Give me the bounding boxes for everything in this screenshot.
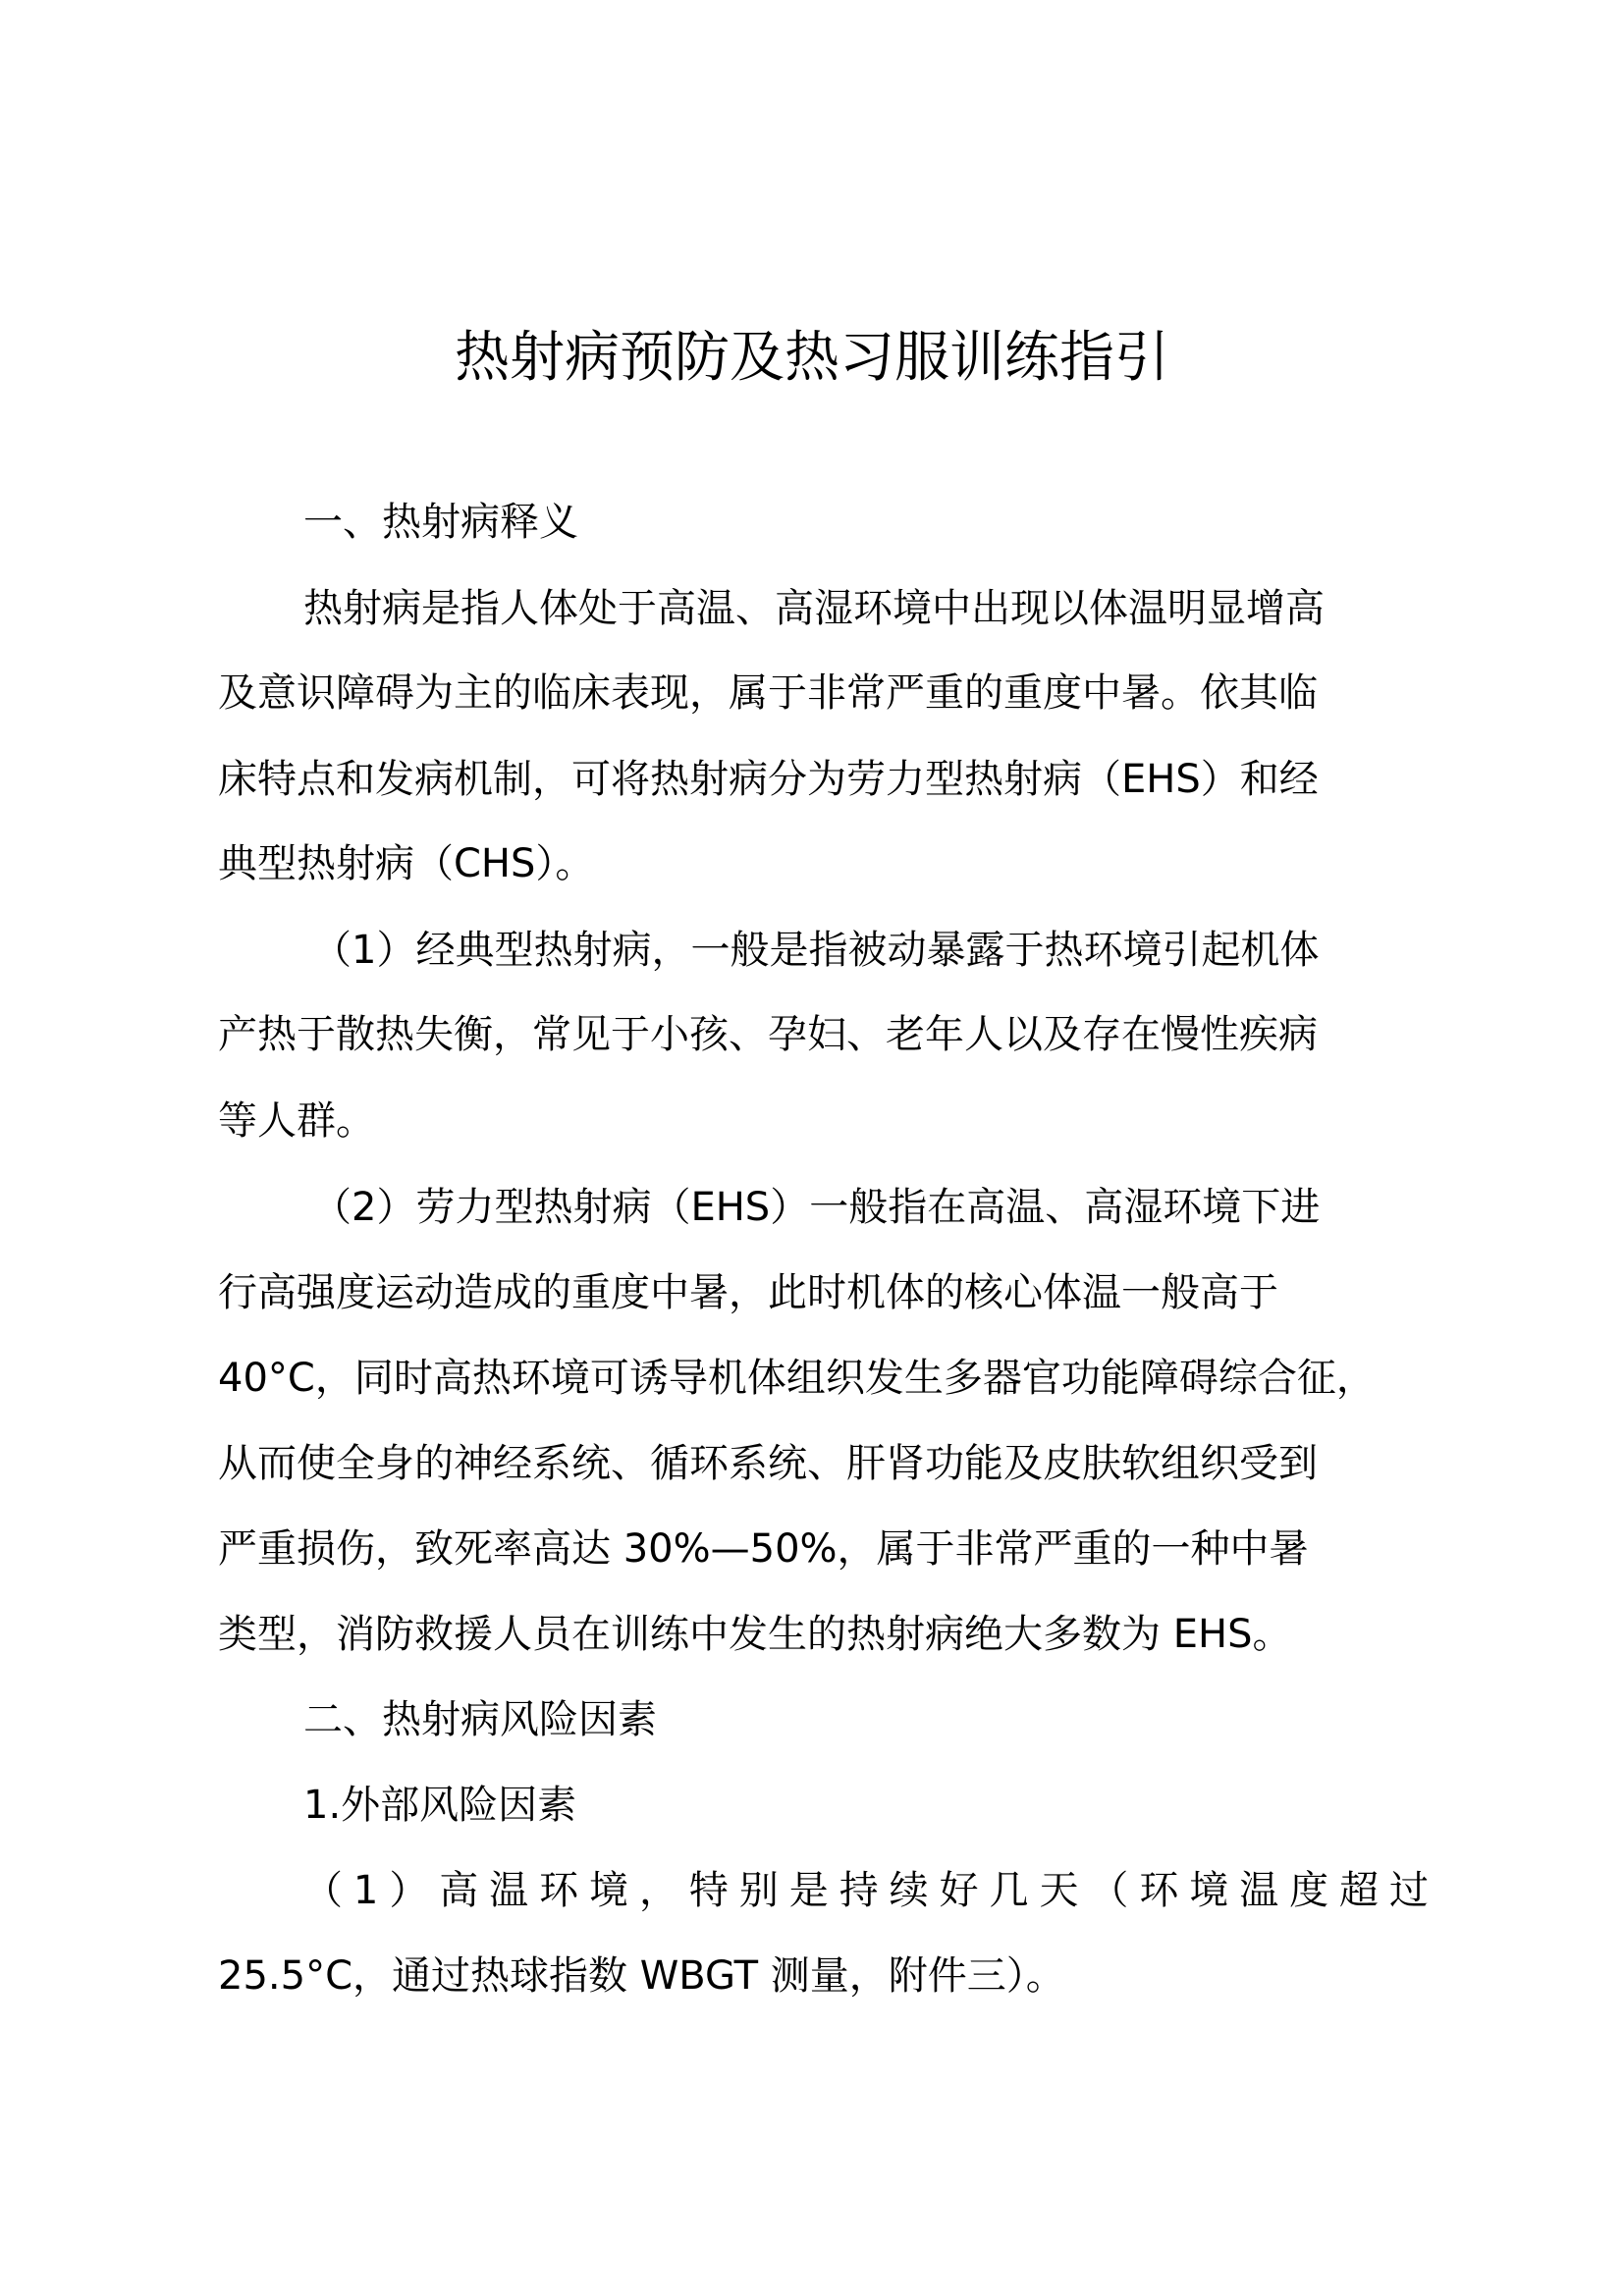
paragraph-line: 等人群。 [218,1098,375,1144]
section-heading: 二、热射病风险因素 [303,1697,657,1742]
paragraph-line: 产热于散热失衡，常见于小孩、孕妇、老年人以及存在慢性疾病 [218,1012,1318,1057]
section-heading: 一、热射病释义 [303,500,578,545]
paragraph-line: 行高强度运动造成的重度中暑，此时机体的核心体温一般高于 [218,1270,1278,1315]
paragraph-line: 严重损伤，致死率高达 30%—50%，属于非常严重的一种中暑 [218,1526,1309,1572]
paragraph-line: 典型热射病（CHS）。 [218,841,595,886]
paragraph-line: 40°C，同时高热环境可诱导机体组织发生多器官功能障碍综合征， [218,1356,1376,1401]
paragraph-line: 及意识障碍为主的临床表现，属于非常严重的重度中暑。依其临 [218,670,1318,716]
document-title: 热射病预防及热习服训练指引 [455,326,1169,390]
paragraph-line: （1）高温环境，特别是持续好几天（环境温度超过 [303,1868,1429,1913]
paragraph-line: 床特点和发病机制，可将热射病分为劳力型热射病（EHS）和经 [218,757,1319,802]
paragraph-line: 热射病是指人体处于高温、高湿环境中出现以体温明显增高 [303,586,1325,631]
paragraph-line: 类型，消防救援人员在训练中发生的热射病绝大多数为 EHS。 [218,1612,1292,1657]
paragraph-line: （2）劳力型热射病（EHS）一般指在高温、高湿环境下进 [312,1185,1321,1230]
paragraph-line: （1）经典型热射病，一般是指被动暴露于热环境引起机体 [312,928,1320,973]
paragraph-line: 25.5°C，通过热球指数 WBGT 测量，附件三）。 [218,1953,1065,1999]
paragraph-line: 从而使全身的神经系统、循环系统、肝肾功能及皮肤软组织受到 [218,1441,1318,1486]
subsection-heading: 1.外部风险因素 [303,1783,577,1828]
